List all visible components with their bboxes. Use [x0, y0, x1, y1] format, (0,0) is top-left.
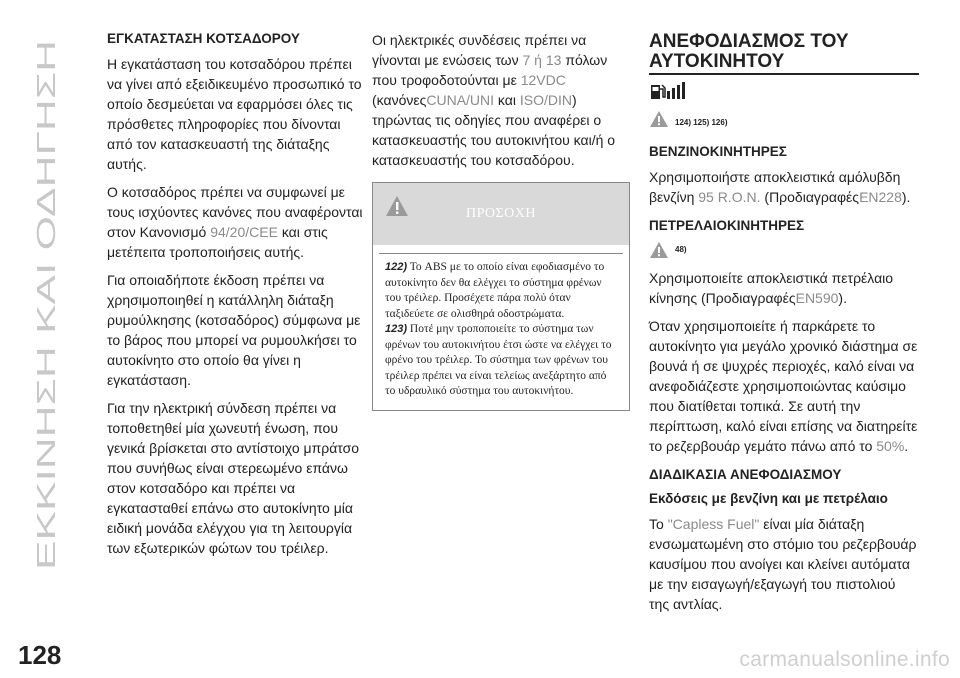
section-title-text: ΕΚΚΙΝΗΣΗ ΚΑΙ ΟΔΗΓΗΣΗ [31, 258, 61, 570]
section-title-vertical [22, 22, 64, 582]
petrol-heading: ΒΕΝΖΙΝΟΚΙΝΗΤΗΡΕΣ [649, 144, 787, 159]
column-towbar [107, 30, 367, 566]
towbar-paragraph-1: Η εγκατάσταση του κοτσαδόρου πρέπει να γίνει από εξειδικευμένο προσωπικό το οποίο δεσμεύεται να εφαρμόσει όλες τις πρόσθετες πληροφορίες που δίνονται από τον κατασκευαστή της διάταξης αυτής. [107, 56, 362, 172]
warning-refs: 124) 125) 126) [675, 118, 728, 127]
refuelling-warning-refs [649, 110, 919, 133]
warning-item-123: 123) Ποτέ μην τροποποιείτε το σύστημα των φρένων του αυτοκινήτου έτσι ώστε να ελέγχει το φρένο του τρέιλερ. Το σύστημα των φρένων του τρέιλερ πρέπει να είναι τελείως ανεξάρτητο από το υδραυλικό σύστημα του αυτοκινήτου. [385, 323, 612, 397]
column-refuelling [649, 30, 919, 622]
warning-body [379, 253, 623, 410]
warning-triangle-small-icon [649, 110, 669, 133]
procedure-heading: ΔΙΑΔΙΚΑΣΙΑ ΑΝΕΦΟΔΙΑΣΜΟΥ [649, 467, 842, 482]
refuelling-title: ΑΝΕΦΟΔΙΑΣΜΟΣ ΤΟΥ ΑΥΤΟΚΙΝΗΤΟΥ [649, 32, 919, 75]
cold-weather-paragraph: Όταν χρησιμοποιείτε ή παρκάρετε το αυτοκίνητο για μεγάλο χρονικό διάστημα σε βουνά ή σε ψυχρές περιοχές, καλό είναι να ανεφοδιάζεστε χρησιμοποιώντας καύσιμο που διατίθεται τοπικά. Σε αυτή την περίπτωση, καλό είναι επίσης να διατηρείτε το ρεζερβουάρ γεμάτο πάνω από το 50%. [649, 318, 918, 454]
versions-heading: Εκδόσεις με βενζίνη και με πετρέλαιο [649, 491, 888, 506]
electrical-paragraph: Οι ηλεκτρικές συνδέσεις πρέπει να γίνονται με ενώσεις των 7 ή 13 πόλων που τροφοδοτούνται με 12VDC (κανόνεςCUNA/UNI και ISO/DIN) τηρώντας τις οδηγίες που αναφέρει ο κατασκευαστής του αυτοκινήτου και/ή ο κατασκευαστής του κοτσαδόρου. [372, 32, 616, 168]
fuel-pump-icon [649, 81, 689, 106]
page-number: 128 [18, 640, 62, 670]
diesel-ref: 48) [675, 245, 687, 254]
warning-box [372, 182, 630, 411]
warning-item-122: 122) Το ABS με το οποίο είναι εφοδιασμένο το αυτοκίνητο δεν θα ελέγχει το σύστημα φρένων του τρέιλερ. Προσέχετε πάρα πολύ όταν ταξιδεύετε σε ολισθηρά οδοστρώματα. [385, 261, 605, 320]
regulation-code: 94/20/CEE [210, 224, 278, 240]
refuelling-icons [649, 81, 919, 106]
towbar-heading: ΕΓΚΑΤΑΣΤΑΣΗ ΚΟΤΣΑΔΟΡΟΥ [107, 31, 300, 46]
column-electrical [372, 30, 630, 411]
towbar-paragraph-3: Για οποιαδήποτε έκδοση πρέπει να χρησιμοποιηθεί η κατάλληλη διάταξη ρυμούλκησης (κοτσαδόρος) σύμφωνα με το βάρος που μπορεί να ρυμουλκήσει το αυτοκίνητο στο οποίο θα γίνει η εγκατάσταση. [107, 272, 361, 388]
watermark: carmanualsonline.info [739, 648, 950, 671]
towbar-paragraph-2: Ο κοτσαδόρος πρέπει να συμφωνεί με τους ισχύοντες κανόνες που αναφέρονται στον Κανονισμό 94/20/CEE και στις μετέπειτα τροποποιήσεις αυτής. [107, 184, 363, 260]
capless-fuel-paragraph: Το "Capless Fuel" είναι μία διάταξη ενσωματωμένη στο στόμιο του ρεζερβουάρ καυσίμου που ανοίγει και κλείνει αυτόματα με την εισαγωγή/εξαγωγή του πιστολιού της αντλίας. [649, 516, 917, 612]
towbar-paragraph-4: Για την ηλεκτρική σύνδεση πρέπει να τοποθετηθεί μία χωνευτή ένωση, που γενικά βρίσκεται στο αντίστοιχο μπράτσο που συνήθως είναι στερεωμένο επάνω στον κοτσαδόρο και πρέπει να εγκατασταθεί επάνω στο αυτοκίνητο μία ειδική μονάδα ελέγχου για τη λειτουργία των εξωτερικών φώτων του τρέιλερ. [107, 400, 360, 556]
diesel-warning-ref [649, 241, 919, 264]
warning-triangle-small-icon [649, 241, 669, 264]
petrol-paragraph: Χρησιμοποιήστε αποκλειστικά αμόλυβδη βενζίνη 95 R.O.N. (ΠροδιαγραφέςEN228). [649, 169, 911, 205]
warning-header [373, 183, 629, 245]
warning-label: ΠΡΟΣΟΧΗ [466, 206, 536, 221]
diesel-heading: ΠΕΤΡΕΛΑΙΟΚΙΝΗΤΗΡΕΣ [649, 218, 805, 233]
diesel-paragraph: Χρησιμοποιείτε αποκλειστικά πετρέλαιο κίνησης (ΠροδιαγραφέςEN590). [649, 270, 894, 306]
